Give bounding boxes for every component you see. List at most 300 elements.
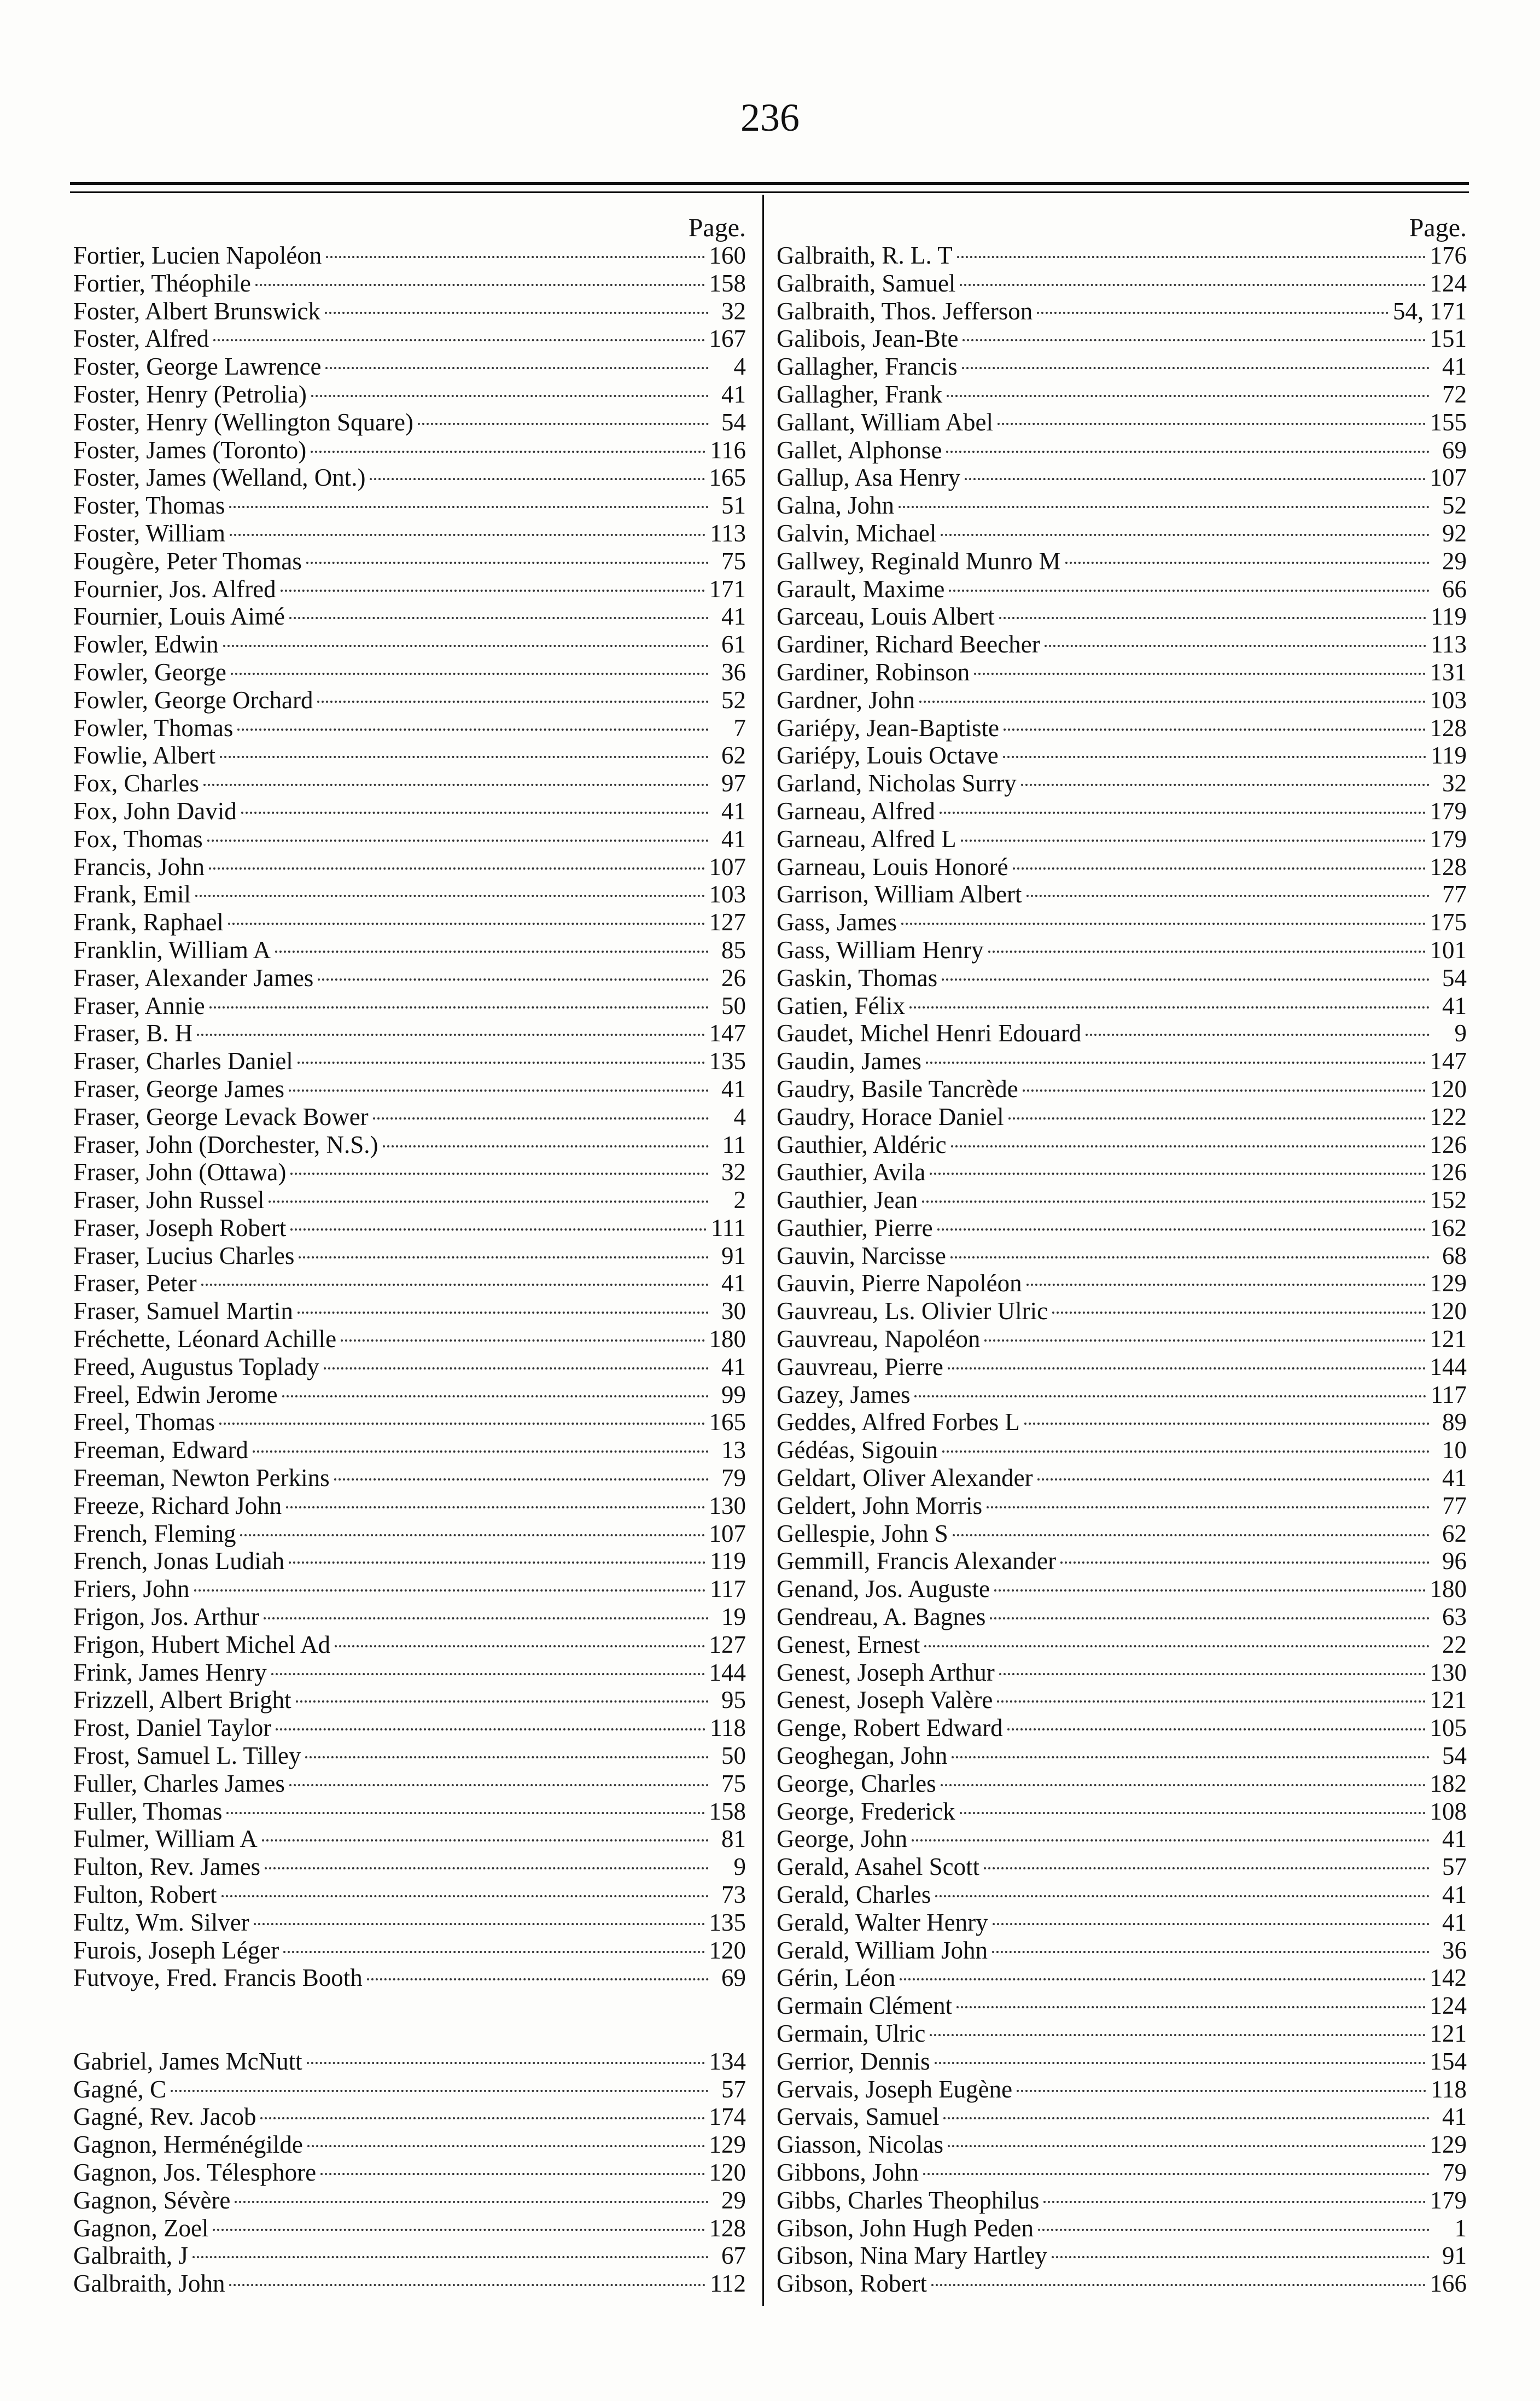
entry-page-number: 75 <box>721 1769 746 1797</box>
dot-leader <box>281 590 705 592</box>
dot-leader <box>325 367 709 369</box>
entry-name: Gallagher, Frank <box>777 380 943 408</box>
entry-name: Fougère, Peter Thomas <box>73 547 302 575</box>
dot-leader <box>260 2117 704 2119</box>
index-entry <box>73 2131 746 2159</box>
index-entry <box>73 2048 746 2076</box>
entry-name: Fraser, Lucius Charles <box>73 1242 295 1269</box>
entry-name: Galvin, Michael <box>777 519 937 547</box>
index-entry <box>777 1964 1467 1992</box>
entry-name: Frink, James Henry <box>73 1658 267 1686</box>
index-entry <box>73 464 746 492</box>
entry-page-number: 26 <box>721 964 746 992</box>
entry-page-number: 62 <box>1442 1519 1467 1547</box>
entry-page-number: 52 <box>721 686 746 714</box>
index-entry <box>73 1909 746 1937</box>
entry-page-number: 180 <box>1430 1575 1467 1603</box>
entry-page-number: 54 <box>721 408 746 436</box>
entry-name: Fournier, Louis Aimé <box>73 603 285 631</box>
index-entry <box>73 770 746 797</box>
index-entry <box>777 409 1467 436</box>
dot-leader <box>276 1728 705 1730</box>
entry-page-number: 119 <box>1431 603 1467 631</box>
index-entry <box>777 353 1467 381</box>
entry-name: Gatien, Félix <box>777 992 905 1019</box>
entry-name: Freeman, Edward <box>73 1436 248 1464</box>
entry-page-number: 29 <box>1442 547 1467 575</box>
dot-leader <box>993 1923 1430 1925</box>
index-entry <box>777 1381 1467 1409</box>
entry-name: Gaudry, Basile Tancrède <box>777 1075 1018 1103</box>
entry-name: Friers, John <box>73 1575 190 1603</box>
index-entry <box>73 1353 746 1381</box>
index-entry <box>73 2076 746 2103</box>
entry-page-number: 41 <box>1442 1825 1467 1853</box>
right-page-label: Page. <box>1409 213 1467 242</box>
index-entry <box>73 520 746 547</box>
dot-leader <box>946 451 1430 453</box>
index-entry <box>73 658 746 686</box>
dot-leader <box>951 1145 1426 1147</box>
entry-name: Germain, Ulric <box>777 2020 926 2047</box>
entry-page-number: 158 <box>709 1797 746 1825</box>
entry-name: Gass, William Henry <box>777 936 984 964</box>
index-entry <box>777 547 1467 575</box>
entry-name: Garneau, Alfred <box>777 797 935 825</box>
entry-name: Gallup, Asa Henry <box>777 464 961 492</box>
entry-page-number: 77 <box>1442 881 1467 908</box>
dot-leader <box>311 395 709 397</box>
entry-name: Fowlie, Albert <box>73 742 215 770</box>
dot-leader <box>962 367 1430 369</box>
entry-name: Fowler, George <box>73 658 226 686</box>
entry-page-number: 113 <box>710 519 746 547</box>
entry-name: Fraser, B. H <box>73 1019 193 1047</box>
left-column <box>73 214 746 2298</box>
index-entry <box>73 492 746 520</box>
entry-page-number: 41 <box>1442 1908 1467 1936</box>
entry-page-number: 144 <box>709 1658 746 1686</box>
entry-name: Fraser, Samuel Martin <box>73 1297 293 1325</box>
index-entry <box>777 770 1467 797</box>
index-entry <box>73 742 746 770</box>
entry-page-number: 147 <box>1430 1047 1467 1075</box>
entry-page-number: 119 <box>1431 742 1467 770</box>
entry-page-number: 41 <box>721 797 746 825</box>
entry-page-number: 129 <box>1430 2131 1467 2159</box>
index-entry <box>73 825 746 853</box>
dot-leader <box>960 284 1425 286</box>
dot-leader <box>283 1951 704 1953</box>
entry-name: Fraser, George James <box>73 1075 284 1103</box>
entry-name: Galibois, Jean-Bte <box>777 325 959 353</box>
entry-name: Gervais, Samuel <box>777 2103 940 2131</box>
entry-name: Frost, Daniel Taylor <box>73 1714 272 1742</box>
entry-page-number: 54 <box>1442 964 1467 992</box>
dot-leader <box>197 1034 704 1036</box>
entry-page-number: 54 <box>1442 1742 1467 1770</box>
entry-page-number: 120 <box>1430 1297 1467 1325</box>
entry-name: Foster, Henry (Wellington Square) <box>73 408 413 436</box>
dot-leader <box>987 1506 1430 1508</box>
index-entry <box>777 1714 1467 1742</box>
entry-name: Galbraith, John <box>73 2270 225 2298</box>
dot-leader <box>275 951 709 953</box>
index-entry <box>777 853 1467 881</box>
entry-page-number: 147 <box>709 1019 746 1047</box>
entry-page-number: 85 <box>721 936 746 964</box>
entry-page-number: 120 <box>1430 1075 1467 1103</box>
dot-leader <box>269 1200 709 1203</box>
entry-page-number: 72 <box>1442 380 1467 408</box>
index-entry <box>777 2020 1467 2048</box>
index-entry <box>73 1186 746 1214</box>
dot-leader <box>1065 562 1430 564</box>
entry-page-number: 129 <box>709 2131 746 2159</box>
entry-page-number: 4 <box>733 1103 746 1130</box>
entry-name: Frost, Samuel L. Tilley <box>73 1742 301 1770</box>
index-entry <box>73 1575 746 1603</box>
right-column <box>777 214 1467 2298</box>
entry-page-number: 112 <box>710 2270 746 2298</box>
dot-leader <box>919 701 1425 703</box>
entry-name: Gérin, Léon <box>777 1964 896 1992</box>
dot-leader <box>909 1006 1430 1009</box>
dot-leader <box>1052 2256 1430 2258</box>
index-entry <box>777 1297 1467 1325</box>
entry-name: Genge, Robert Edward <box>777 1714 1003 1742</box>
dot-leader <box>912 1839 1430 1841</box>
dot-leader <box>947 395 1430 397</box>
index-entry <box>73 1603 746 1631</box>
entry-name: Fulmer, William A <box>73 1825 258 1853</box>
entry-name: Fuller, Thomas <box>73 1797 223 1825</box>
entry-name: Frigon, Jos. Arthur <box>73 1603 260 1631</box>
index-entry <box>777 1075 1467 1103</box>
index-entry <box>777 631 1467 658</box>
entry-name: Genest, Joseph Valère <box>777 1686 993 1714</box>
entry-page-number: 41 <box>721 380 746 408</box>
entry-page-number: 41 <box>1442 1881 1467 1909</box>
dot-leader <box>992 1951 1430 1953</box>
index-entry <box>777 1158 1467 1186</box>
dot-leader <box>956 2006 1425 2008</box>
entry-name: Fowler, Edwin <box>73 631 219 658</box>
index-entry <box>777 936 1467 964</box>
dot-leader <box>930 2034 1425 2036</box>
entry-name: Gerald, William John <box>777 1936 988 1964</box>
dot-leader <box>325 312 709 314</box>
dot-leader <box>213 2229 704 2231</box>
entry-name: Foster, Albert Brunswick <box>73 297 320 325</box>
index-entry <box>777 1881 1467 1909</box>
dot-leader <box>943 2117 1430 2119</box>
entry-name: Fournier, Jos. Alfred <box>73 575 276 603</box>
dot-leader <box>235 2201 709 2203</box>
dot-leader <box>221 1895 709 1897</box>
entry-name: Freel, Edwin Jerome <box>73 1380 278 1408</box>
index-entry <box>73 353 746 381</box>
index-entry <box>73 908 746 936</box>
index-entry <box>73 1047 746 1075</box>
dot-leader <box>341 1339 704 1342</box>
entry-page-number: 120 <box>709 1936 746 1964</box>
index-entry <box>73 381 746 409</box>
dot-leader <box>229 506 709 508</box>
index-entry <box>777 825 1467 853</box>
dot-leader <box>1045 645 1426 647</box>
entry-name: Fowler, George Orchard <box>73 686 313 714</box>
entry-page-number: 69 <box>721 1964 746 1992</box>
dot-leader <box>264 1617 709 1619</box>
entry-name: Geldert, John Morris <box>777 1491 983 1519</box>
index-entry <box>73 964 746 992</box>
entry-name: Fox, Charles <box>73 770 199 797</box>
dot-leader <box>228 923 705 925</box>
dot-leader <box>240 1534 704 1536</box>
entry-page-number: 117 <box>1431 1380 1467 1408</box>
dot-leader <box>213 339 704 341</box>
entry-name: Foster, William <box>73 519 226 547</box>
index-entry <box>73 298 746 325</box>
entry-name: Furois, Joseph Léger <box>73 1936 279 1964</box>
entry-name: Freel, Thomas <box>73 1408 215 1436</box>
entry-page-number: 29 <box>721 2186 746 2214</box>
entry-name: Galbraith, Samuel <box>777 269 956 297</box>
entry-page-number: 68 <box>1442 1242 1467 1269</box>
index-entry <box>73 1381 746 1409</box>
entry-name: Freeman, Newton Perkins <box>73 1464 330 1492</box>
dot-leader <box>900 1978 1425 1980</box>
index-entry <box>777 2103 1467 2131</box>
index-entry <box>777 964 1467 992</box>
entry-name: Fraser, Annie <box>73 992 205 1019</box>
dot-leader <box>289 1089 709 1092</box>
dot-leader <box>318 978 709 981</box>
index-entry <box>73 936 746 964</box>
dot-leader <box>373 1117 709 1120</box>
dot-leader <box>941 1784 1426 1786</box>
entry-page-number: 7 <box>733 714 746 742</box>
entry-name: Foster, Thomas <box>73 492 225 520</box>
index-entry <box>777 2242 1467 2270</box>
entry-name: George, Frederick <box>777 1797 955 1825</box>
index-entry <box>73 1131 746 1159</box>
entry-name: Foster, George Lawrence <box>73 353 322 381</box>
index-entry <box>73 1853 746 1881</box>
right-entries <box>777 242 1467 2298</box>
index-entry <box>777 686 1467 714</box>
dot-leader <box>289 1784 709 1786</box>
entry-name: Fultz, Wm. Silver <box>73 1908 249 1936</box>
dot-leader <box>209 867 705 870</box>
dot-leader <box>334 1478 709 1481</box>
entry-page-number: 135 <box>709 1908 746 1936</box>
entry-name: Freeze, Richard John <box>73 1491 282 1519</box>
entry-page-number: 130 <box>709 1491 746 1519</box>
entry-page-number: 162 <box>1430 1214 1467 1242</box>
dot-leader <box>942 1450 1430 1453</box>
dot-leader <box>194 1589 706 1592</box>
entry-page-number: 11 <box>722 1130 746 1158</box>
entry-page-number: 41 <box>721 825 746 853</box>
index-entry <box>777 325 1467 353</box>
entry-page-number: 126 <box>1430 1158 1467 1186</box>
header-rule-thin <box>70 191 1469 193</box>
entry-page-number: 171 <box>709 575 746 603</box>
index-entry <box>73 1714 746 1742</box>
index-entry <box>73 1075 746 1103</box>
index-entry <box>777 1909 1467 1937</box>
index-entry <box>73 1547 746 1575</box>
index-entry <box>777 1269 1467 1297</box>
entry-page-number: 69 <box>1442 436 1467 464</box>
dot-leader <box>383 1145 709 1147</box>
index-entry <box>777 1325 1467 1353</box>
entry-name: Frank, Emil <box>73 881 191 908</box>
dot-leader <box>203 784 709 786</box>
entry-page-number: 124 <box>1430 1992 1467 2020</box>
entry-page-number: 175 <box>1430 908 1467 936</box>
entry-page-number: 160 <box>709 242 746 269</box>
entry-name: Frank, Raphael <box>73 908 224 936</box>
entry-page-number: 154 <box>1430 2047 1467 2075</box>
dot-leader <box>305 1756 709 1758</box>
entry-name: Fraser, Charles Daniel <box>73 1047 293 1075</box>
index-entry <box>73 1269 746 1297</box>
entry-page-number: 103 <box>709 881 746 908</box>
index-entry <box>73 270 746 298</box>
entry-page-number: 41 <box>721 1353 746 1380</box>
index-entry <box>777 881 1467 908</box>
entry-page-number: 158 <box>709 269 746 297</box>
dot-leader <box>899 506 1430 508</box>
index-entry <box>73 992 746 1020</box>
index-entry <box>73 1408 746 1436</box>
entry-name: Gibbons, John <box>777 2158 919 2186</box>
index-entry <box>777 2048 1467 2076</box>
dot-leader <box>950 1256 1430 1258</box>
entry-name: Gagnon, Zoel <box>73 2214 209 2242</box>
entry-page-number: 121 <box>1430 1686 1467 1714</box>
dot-leader <box>192 2256 709 2258</box>
entry-page-number: 179 <box>1430 797 1467 825</box>
index-entry <box>777 1019 1467 1047</box>
index-entry <box>777 1547 1467 1575</box>
entry-name: Foster, James (Welland, Ont.) <box>73 464 366 492</box>
index-entry <box>73 881 746 908</box>
index-entry <box>73 603 746 631</box>
index-entry <box>777 714 1467 742</box>
index-entry <box>777 575 1467 603</box>
entry-page-number: 9 <box>733 1853 746 1881</box>
entry-page-number: 62 <box>721 742 746 770</box>
entry-page-number: 121 <box>1430 1325 1467 1353</box>
index-entry <box>777 1631 1467 1659</box>
entry-name: Gibson, Robert <box>777 2270 927 2298</box>
dot-leader <box>201 1284 709 1286</box>
entry-page-number: 77 <box>1442 1491 1467 1519</box>
entry-page-number: 66 <box>1442 575 1467 603</box>
entry-page-number: 120 <box>709 2158 746 2186</box>
dot-leader <box>974 673 1425 675</box>
dot-leader <box>994 1589 1426 1592</box>
entry-name: Genest, Ernest <box>777 1630 920 1658</box>
dot-leader <box>298 1062 705 1064</box>
dot-leader <box>290 1228 706 1231</box>
entry-page-number: 130 <box>1430 1658 1467 1686</box>
entry-name: Frigon, Hubert Michel Ad <box>73 1630 330 1658</box>
index-entry <box>73 1881 746 1909</box>
entry-name: Gauvreau, Ls. Olivier Ulric <box>777 1297 1048 1325</box>
index-entry <box>777 1353 1467 1381</box>
entry-name: Gallwey, Reginald Munro M <box>777 547 1061 575</box>
index-entry <box>777 1686 1467 1714</box>
index-entry <box>777 1214 1467 1242</box>
entry-page-number: 124 <box>1430 269 1467 297</box>
entry-name: Galbraith, R. L. T <box>777 242 953 269</box>
index-entry <box>777 1798 1467 1826</box>
entry-name: Geoghegan, John <box>777 1742 948 1770</box>
entry-page-number: 111 <box>710 1214 746 1242</box>
entry-page-number: 32 <box>721 1158 746 1186</box>
entry-name: Gardner, John <box>777 686 915 714</box>
index-entry <box>73 1436 746 1464</box>
index-entry <box>777 1825 1467 1853</box>
index-entry <box>73 1325 746 1353</box>
index-entry <box>777 992 1467 1020</box>
entry-page-number: 67 <box>721 2242 746 2270</box>
entry-name: Fraser, Alexander James <box>73 964 314 992</box>
entry-name: George, Charles <box>777 1769 936 1797</box>
entry-page-number: 99 <box>721 1380 746 1408</box>
entry-page-number: 118 <box>710 1714 746 1742</box>
dot-leader <box>265 1867 709 1869</box>
entry-name: Fowler, Thomas <box>73 714 234 742</box>
section-gap <box>73 1992 746 2048</box>
dot-leader <box>367 1978 709 1980</box>
entry-name: Gaudin, James <box>777 1047 921 1075</box>
dot-leader <box>370 478 704 480</box>
index-entry <box>777 2270 1467 2298</box>
entry-page-number: 107 <box>709 853 746 881</box>
index-entry <box>73 1659 746 1687</box>
entry-name: Galbraith, Thos. Jefferson <box>777 297 1033 325</box>
entry-name: Gerald, Asahel Scott <box>777 1853 980 1881</box>
dot-leader <box>1026 895 1430 897</box>
index-entry <box>777 1603 1467 1631</box>
entry-name: Gédéas, Sigouin <box>777 1436 938 1464</box>
dot-leader <box>1017 2090 1426 2092</box>
index-entry <box>73 1242 746 1270</box>
dot-leader <box>1003 756 1426 758</box>
entry-name: Geddes, Alfred Forbes L <box>777 1408 1020 1436</box>
entry-page-number: 107 <box>709 1519 746 1547</box>
dot-leader <box>298 1312 709 1314</box>
entry-page-number: 79 <box>721 1464 746 1492</box>
index-entry <box>73 1798 746 1826</box>
index-entry <box>777 1575 1467 1603</box>
index-entry <box>777 2076 1467 2103</box>
entry-name: Gagnon, Herménégilde <box>73 2131 303 2159</box>
entry-name: Gauvin, Pierre Napoléon <box>777 1269 1022 1297</box>
index-entry <box>73 325 746 353</box>
dot-leader <box>223 645 709 647</box>
entry-page-number: 165 <box>709 1408 746 1436</box>
entry-page-number: 32 <box>1442 770 1467 797</box>
entry-name: Gallant, William Abel <box>777 408 994 436</box>
entry-name: Geldart, Oliver Alexander <box>777 1464 1033 1492</box>
